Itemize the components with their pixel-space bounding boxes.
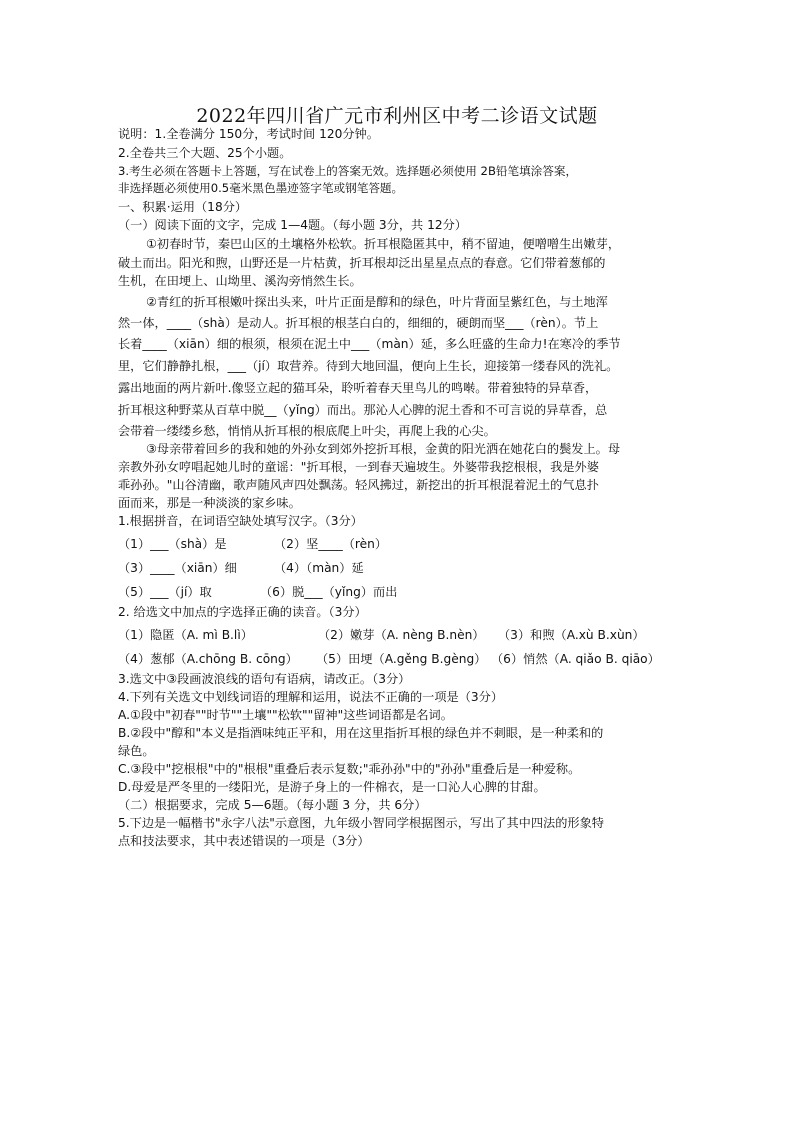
question-3: 3.选文中③段画波浪线的语句有语病，请改正。（3分） bbox=[118, 672, 411, 686]
paragraph-3-line: 乖孙孙。"山谷清幽，歌声随风声四处飘荡。轻风拂过，新挖出的折耳根混着泥土的气息扑 bbox=[118, 478, 599, 492]
paragraph-2-line: 折耳根这种野菜从百草中脱__（yǐng）而出。那沁人心脾的泥土香和不可言说的异草香，总 bbox=[118, 403, 608, 417]
q4-option-a: A.①段中"初春""时节""土壤""松软""留神"这些词语都是名词。 bbox=[118, 708, 453, 722]
paragraph-2-line: ②青红的折耳根嫩叶探出头来，叶片正面是醇和的绿色，叶片背面呈紫红色，与土地浑 bbox=[146, 295, 608, 309]
note-line: 非选择题必须使用0.5毫米黑色墨迹签字笔或钢笔答题。 bbox=[118, 181, 404, 195]
paragraph-1-line: 生机，在田埂上、山坳里、溪沟旁悄然生长。 bbox=[118, 274, 362, 288]
q4-option-c: C.③段中"挖根根"中的"根根"重叠后表示复数;"乖孙孙"中的"孙孙"重叠后是一种爱称。 bbox=[118, 762, 581, 776]
paragraph-1-line: 破土而出。阳光和煦，山野还是一片枯黄，折耳根却泛出星星点点的春意。它们带着葱郁的 bbox=[118, 256, 606, 270]
q4-option-b: B.②段中"醇和"本义是指酒味纯正平和，用在这里指折耳根的绿色并不刺眼，是一种柔和的 bbox=[118, 726, 604, 740]
part-heading: （二）根据要求，完成 5—6题。（每小题 3 分，共 6分） bbox=[118, 798, 427, 812]
q4-option-b: 绿色。 bbox=[118, 744, 155, 758]
question-4-stem: 4.下列有关选文中划线词语的理解和运用，说法不正确的一项是（3分） bbox=[118, 690, 504, 704]
question-2-stem: 2. 给选文中加点的字选择正确的读音。（3分） bbox=[118, 605, 367, 619]
part-heading: （一）阅读下面的文字，完成 1—4题。（每小题 3分，共 12分） bbox=[118, 218, 467, 232]
question-5-stem: 5.下边是一幅楷书"永字八法"示意图，九年级小智同学根据图示，写出了其中四法的形象特 bbox=[118, 816, 604, 830]
q1-item: （3）____（xiān）细 bbox=[118, 561, 237, 575]
section-heading: 一、积累·运用（18分） bbox=[118, 200, 248, 214]
paragraph-3-line: 亲教外孙女哼唱起她儿时的童谣："折耳根，一到春天遍坡生。外婆带我挖根根，我是外婆 bbox=[118, 460, 599, 474]
paragraph-3-line: ③母亲带着回乡的我和她的外孙女到郊外挖折耳根，金黄的阳光洒在她花白的鬓发上。母 bbox=[146, 442, 621, 456]
paragraph-2-line: 长着____（xiān）细的根须，根须在泥土中___（màn）延，多么旺盛的生命力!在寒冷的季节 bbox=[118, 337, 621, 351]
q4-option-d: D.母爱是严冬里的一缕阳光，是游子身上的一件棉衣，是一口沁人心脾的甘甜。 bbox=[118, 780, 546, 794]
q1-item: （1）___（shà）是 bbox=[118, 537, 227, 551]
q2-option: （3）和煦（A.xù B.xùn） bbox=[498, 628, 645, 642]
paragraph-3-line: 面而来，那是一种淡淡的家乡味。 bbox=[118, 496, 301, 510]
q2-option: （1）隐匿（A. mì B.lì） bbox=[118, 628, 253, 642]
q2-option: （6）悄然（A. qiǎo B. qiāo） bbox=[491, 652, 660, 666]
q1-item: （4）（màn）延 bbox=[274, 561, 364, 575]
q2-option: （4）葱郁（A.chōng B. cōng） bbox=[118, 652, 298, 666]
paragraph-2-line: 会带着一缕缕乡愁，悄悄从折耳根的根底爬上叶尖，再爬上我的心尖。 bbox=[118, 424, 496, 438]
q2-option: （5）田埂（A.gěng B.gèng） bbox=[316, 652, 487, 666]
question-1-stem: 1.根据拼音，在词语空缺处填写汉字。（3分） bbox=[118, 514, 363, 528]
q2-option: （2）嫩芽（A. nèng B.nèn） bbox=[318, 628, 485, 642]
question-5-stem: 点和技法要求，其中表述错误的一项是（3分） bbox=[118, 834, 370, 848]
q1-item: （5）___（jí）取 bbox=[118, 585, 212, 599]
note-line: 2.全卷共三个大题、25个小题。 bbox=[118, 146, 292, 160]
paragraph-1-line: ①初春时节，秦巴山区的土壤格外松软。折耳根隐匿其中，稍不留迪，便噌噌生出嫩芽， bbox=[146, 237, 621, 251]
paragraph-2-line: 露出地面的两片新叶.像竖立起的猫耳朵，聆听着春天里鸟儿的鸣啭。带着独特的异草香， bbox=[118, 381, 598, 395]
q1-item: （2）坚____（rèn） bbox=[274, 537, 388, 551]
note-line: 3.考生必须在答题卡上答题，写在试卷上的答案无效。选择题必须使用 2B铅笔填涂答案， bbox=[118, 164, 578, 178]
paragraph-2-line: 里，它们静静扎根，___（jí）取营养。待到大地回温，便向上生长，迎接第一缕春风的洗礼。 bbox=[118, 359, 619, 373]
paragraph-2-line: 然一体，____（shà）是动人。折耳根的根茎白白的，细细的，硬朗而坚___（rèn）。节上 bbox=[118, 316, 599, 330]
page-title: 2022年四川省广元市利州区中考二诊语文试题 bbox=[196, 105, 598, 127]
q1-item: （6）脱___（yǐng）而出 bbox=[260, 585, 398, 599]
note-line: 说明：1.全卷满分 150分，考试时间 120分钟。 bbox=[118, 127, 379, 141]
